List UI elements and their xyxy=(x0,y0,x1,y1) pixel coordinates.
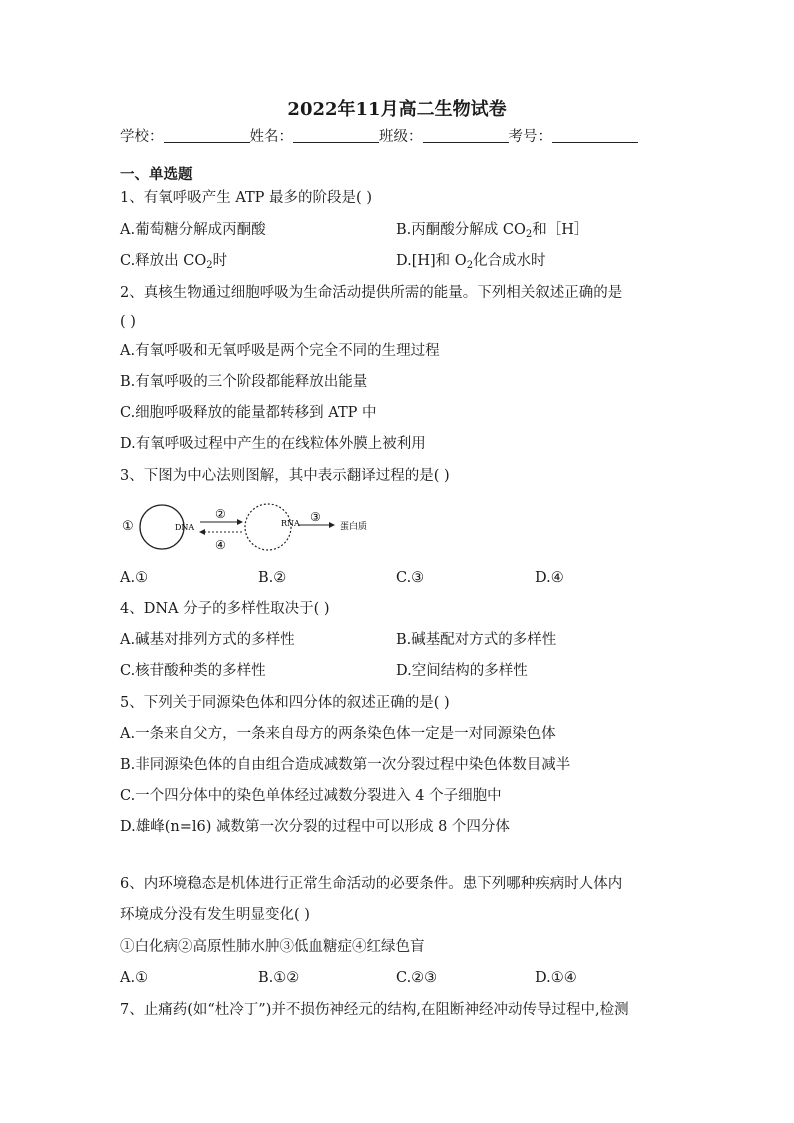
student-info-line xyxy=(120,127,638,147)
q1-c-prefix: C.释放出 CO xyxy=(120,253,207,269)
question-4-option-d[interactable]: D.空间结构的多样性 xyxy=(396,663,528,679)
name-blank[interactable] xyxy=(293,128,379,143)
q1-b-suffix: 和［H］ xyxy=(532,222,589,238)
school-label: 学校： xyxy=(120,129,164,145)
question-4-option-c[interactable]: C.核苷酸种类的多样性 xyxy=(120,663,266,679)
question-5-option-b[interactable]: B.非同源染色体的自由组合造成减数第一次分裂过程中染色体数目减半 xyxy=(120,757,571,773)
question-2-stem-line1: 2、真核生物通过细胞呼吸为生命活动提供所需的能量。下列相关叙述正确的是 xyxy=(120,285,623,301)
label-2: ② xyxy=(215,507,226,521)
question-3-stem: 3、下图为中心法则图解，其中表示翻译过程的是( ) xyxy=(120,468,450,484)
question-1-option-c[interactable] xyxy=(120,251,227,276)
question-1-option-a[interactable]: A.葡萄糖分解成丙酮酸 xyxy=(120,222,266,238)
q1-d-sub: 2 xyxy=(466,260,474,271)
question-5-option-a[interactable]: A.一条来自父方，一条来自母方的两条染色体一定是一对同源染色体 xyxy=(120,726,556,742)
question-3-option-a[interactable]: A.① xyxy=(120,570,149,586)
label-4: ④ xyxy=(215,538,226,552)
question-2-stem-line2: ( ) xyxy=(120,314,136,330)
question-1-stem: 1、有氧呼吸产生 ATP 最多的阶段是( ) xyxy=(120,190,372,206)
question-3-option-c[interactable]: C.③ xyxy=(396,570,425,586)
class-blank[interactable] xyxy=(423,128,509,143)
question-6-stem-line1: 6、内环境稳态是机体进行正常生命活动的必要条件。患下列哪种疾病时人体内 xyxy=(120,876,623,892)
q1-d-suffix: 化合成水时 xyxy=(473,253,546,269)
protein-label: 蛋白质 xyxy=(340,522,368,532)
question-3-option-b[interactable]: B.② xyxy=(258,570,287,586)
q1-b-prefix: B.丙酮酸分解成 CO xyxy=(396,222,526,238)
q1-d-prefix: D.[H]和 O xyxy=(396,253,467,269)
q1-b-sub: 2 xyxy=(525,229,533,240)
q1-c-sub: 2 xyxy=(206,260,213,271)
question-1-option-b[interactable] xyxy=(396,220,588,245)
question-2-option-c[interactable]: C.细胞呼吸释放的能量都转移到 ATP 中 xyxy=(120,405,377,421)
question-6-items: ①白化病②高原性肺水肿③低血糖症④红绿色盲 xyxy=(120,939,425,955)
central-dogma-diagram xyxy=(118,498,388,558)
question-5-option-d[interactable]: D.雄峰(n=l6) 减数第一次分裂的过程中可以形成 8 个四分体 xyxy=(120,819,510,835)
question-4-stem: 4、DNA 分子的多样性取决于( ) xyxy=(120,601,330,617)
dna-label: DNA xyxy=(175,523,195,532)
question-3-option-d[interactable]: D.④ xyxy=(535,570,564,586)
number-label: 考号： xyxy=(508,129,552,145)
page-title: 2022年11月高二生物试卷 xyxy=(287,99,507,120)
question-7-stem-line1: 7、止痛药(如“杜冷丁”)并不损伤神经元的结构,在阻断神经冲动传导过程中,检测 xyxy=(120,1002,629,1018)
school-blank[interactable] xyxy=(164,128,250,143)
section-title: 一、单选题 xyxy=(120,166,193,183)
question-2-option-d[interactable]: D.有氧呼吸过程中产生的在线粒体外膜上被利用 xyxy=(120,436,426,452)
question-5-option-c[interactable]: C.一个四分体中的染色单体经过减数分裂进入 4 个子细胞中 xyxy=(120,788,502,804)
question-2-option-a[interactable]: A.有氧呼吸和无氧呼吸是两个完全不同的生理过程 xyxy=(120,343,440,359)
question-6-option-d[interactable]: D.①④ xyxy=(535,970,577,986)
question-2-option-b[interactable]: B.有氧呼吸的三个阶段都能释放出能量 xyxy=(120,374,368,390)
rna-label: RNA xyxy=(281,519,300,528)
question-4-option-a[interactable]: A.碱基对排列方式的多样性 xyxy=(120,632,295,648)
number-blank[interactable] xyxy=(552,128,638,143)
question-6-option-a[interactable]: A.① xyxy=(120,970,149,986)
label-3: ③ xyxy=(310,510,321,524)
question-6-option-b[interactable]: B.①② xyxy=(258,970,300,986)
q1-c-suffix: 时 xyxy=(212,253,228,269)
question-5-stem: 5、下列关于同源染色体和四分体的叙述正确的是( ) xyxy=(120,695,450,711)
label-1: ① xyxy=(122,519,134,534)
question-4-option-b[interactable]: B.碱基配对方式的多样性 xyxy=(396,632,557,648)
question-1-option-d[interactable] xyxy=(396,251,546,276)
class-label: 班级： xyxy=(379,129,423,145)
question-6-stem-line2: 环境成分没有发生明显变化( ) xyxy=(120,907,310,923)
question-6-option-c[interactable]: C.②③ xyxy=(396,970,438,986)
name-label: 姓名： xyxy=(249,129,293,145)
